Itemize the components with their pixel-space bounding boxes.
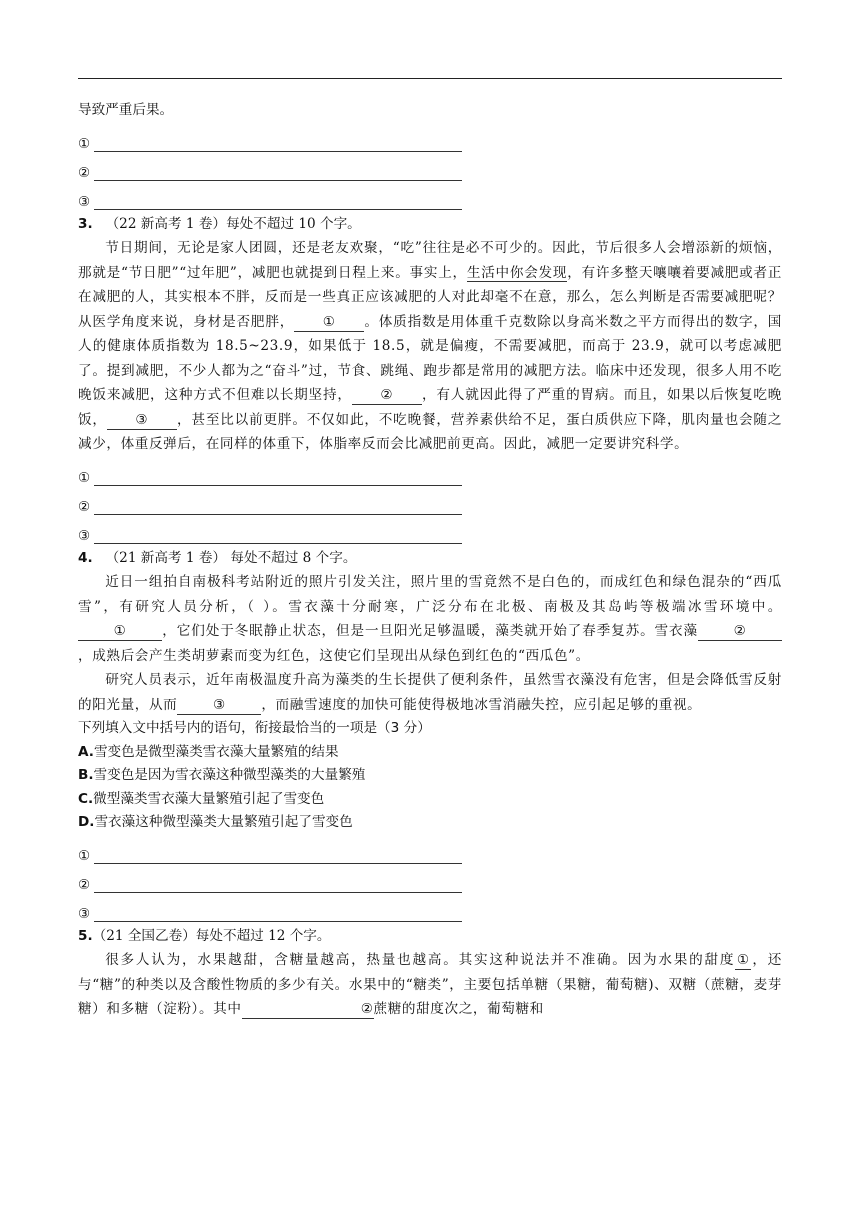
answer-line-3-2[interactable]: ② bbox=[78, 486, 782, 515]
answer-line-3-1[interactable]: ① bbox=[78, 457, 782, 486]
option-d[interactable]: D.雪衣藻这种微型藻类大量繁殖引起了雪变色 bbox=[78, 814, 353, 830]
answer-line-2[interactable]: ② bbox=[78, 152, 782, 181]
answer-line-4-2[interactable]: ② bbox=[78, 864, 782, 893]
question-4-passage-1: 近日一组拍自南极科考站附近的照片引发关注，照片里的雪竟然不是白色的，而成红色和绿色混杂的“西瓜雪”，有研究人员分析，（ ）。雪衣藻十分耐寒，广泛分布在北极、南极及其岛屿等极端冰雪环境中。① ，它们处于冬眠静止状态，但是一旦阳光足够温暖，藻类就开始了春季复苏。雪衣藻 ②，成熟后会产生类胡萝素而变为红色，这使它们呈现出从绿色到红色的“西瓜色”。 bbox=[78, 574, 782, 664]
blank-3-3[interactable]: ③ bbox=[107, 411, 177, 430]
answer-line-1[interactable]: ① bbox=[78, 123, 782, 152]
option-b[interactable]: B.雪变色是因为雪衣藻这种微型藻类的大量繁殖 bbox=[78, 767, 366, 783]
question-5-heading: 5.（21 全国乙卷）每处不超过 12 个字。 bbox=[78, 927, 331, 944]
question-3-heading: 3. （22 新高考 1 卷）每处不超过 10 个字。 bbox=[78, 215, 361, 232]
question-4-heading: 4. （21 新高考 1 卷） 每处不超过 8 个字。 bbox=[78, 549, 357, 566]
question-4-passage-2: 研究人员表示，近年南极温度升高为藻类的生长提供了便利条件，虽然雪衣藻没有危害，但是会降低雪反射的阳光量，从而 ③ ，而融雪速度的加快可能使得极地冰雪消融失控，应引起足够的重视。 bbox=[78, 672, 782, 713]
blank-4-3[interactable]: ③ bbox=[177, 696, 261, 715]
answer-line-3[interactable]: ③ bbox=[78, 181, 782, 210]
option-a[interactable]: A.雪变色是微型藻类雪衣藻大量繁殖的结果 bbox=[78, 743, 339, 760]
option-c[interactable]: C.微型藻类雪衣藻大量繁殖引起了雪变色 bbox=[78, 790, 325, 807]
blank-5-1[interactable]: ① bbox=[736, 952, 750, 968]
blank-3-2[interactable]: ② bbox=[352, 386, 422, 405]
intro-tail: 导致严重后果。 bbox=[78, 102, 174, 118]
answer-line-4-1[interactable]: ① bbox=[78, 835, 782, 864]
header-rule bbox=[78, 78, 782, 79]
blank-4-1[interactable]: ① bbox=[78, 622, 162, 641]
blank-4-2[interactable]: ② bbox=[698, 622, 782, 641]
question-5-passage: 很多人认为，水果越甜，含糖量越高，热量也越高。其实这种说法并不准确。因为水果的甜度 ① ，还与“糖”的种类以及含酸性物质的多少有关。水果中的“糖类”，主要包括单糖（果糖，葡萄糖)、双糖（蔗糖，麦芽糖）和多糖（淀粉）。其中 ②蔗糖的甜度次之，葡萄糖和 bbox=[78, 952, 782, 1017]
question-4-prompt: 下列填入文中括号内的语句，衔接最恰当的一项是（3 分） bbox=[78, 720, 431, 736]
blank-3-1[interactable]: ① bbox=[294, 313, 364, 332]
question-3-passage: 节日期间，无论是家人团圆，还是老友欢聚，“吃”往往是必不可少的。因此，节后很多人会增添新的烦恼，那就是“节日肥”“过年肥”，减肥也就提到日程上来。事实上，生活中你会发现，有许多整天嚷嚷着要减肥或者正在减肥的人，其实根本不胖，反而是一些真正应该减肥的人对此却毫不在意，那么，怎么判断是否需要减肥呢？从医学角度来说，身材是否肥胖， ① 。体质指数是用体重千克数除以身高米数之平方而得出的数字，国人的健康体质指数为 18.5~23.9，如果低于 18.5，就是偏瘦，不需要减肥，而高于 23.9，就可以考虑减肥了。提到减肥，不少人都为之“奋斗”过，节食、跳绳、跑步都是常用的减肥方法。临床中还发现，很多人用不吃晚饭来减肥，这种方式不但难以长期坚持， ② ，有人就因此得了严重的胃病。而且，如果以后恢复吃晚饭， ③ ，甚至比以前更胖。不仅如此，不吃晚餐，营养素供给不足，蛋白质供应下降，肌肉量也会随之减少，体重反弹后，在同样的体重下，体脂率反而会比减肥前更高。因此，减肥一定要讲究科学。 bbox=[78, 240, 783, 452]
content bbox=[78, 98, 782, 1022]
blank-5-2[interactable]: ② bbox=[242, 1000, 374, 1019]
answer-line-3-3[interactable]: ③ bbox=[78, 515, 782, 544]
answer-line-4-3[interactable]: ③ bbox=[78, 893, 782, 922]
